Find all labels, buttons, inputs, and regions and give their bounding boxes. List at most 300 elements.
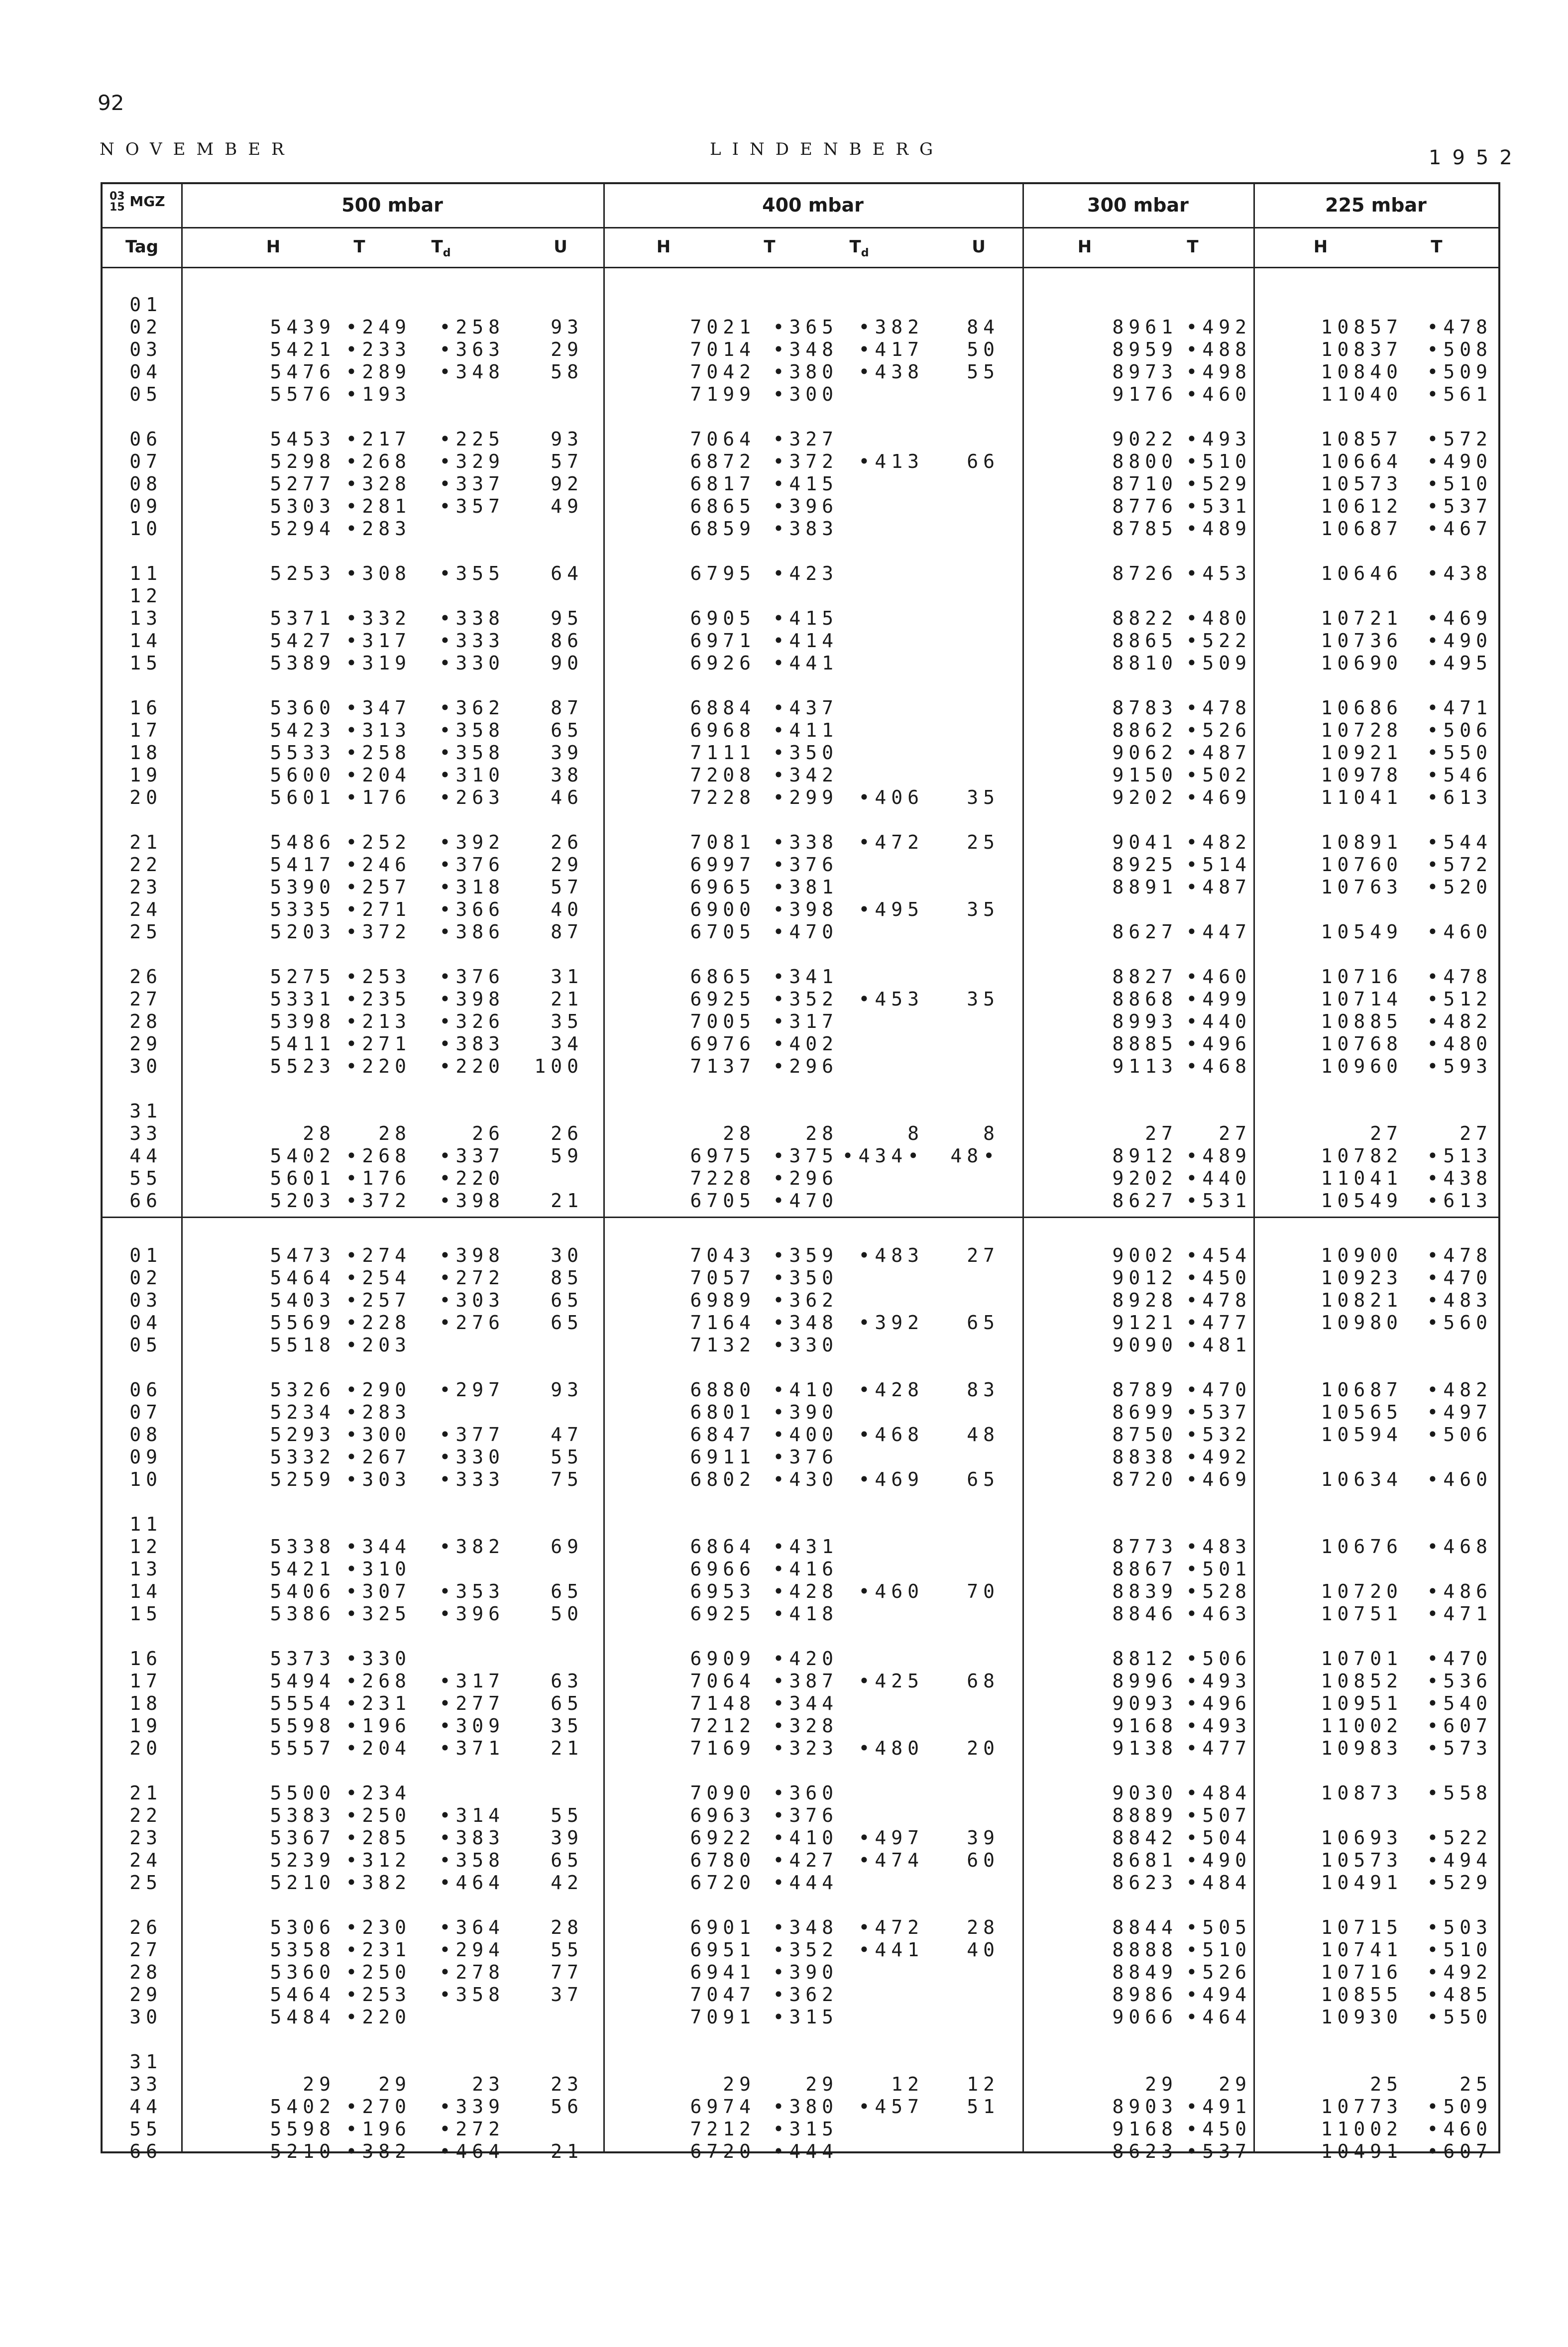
cell-h400: 7111 xyxy=(690,742,756,764)
cell-h300: 8623 xyxy=(1112,1872,1178,1894)
cell-td500: •383 xyxy=(439,1827,505,1849)
cell-t300: •510 xyxy=(1186,450,1251,472)
cell-h500: 5417 xyxy=(270,854,336,876)
cell-t400: •387 xyxy=(773,1670,838,1692)
cell-t300: •498 xyxy=(1186,361,1251,383)
cell-t225: •506 xyxy=(1427,1424,1492,1446)
cell-t400: •398 xyxy=(773,898,838,920)
cell-tag: 30 xyxy=(129,2006,162,2028)
cell-t300: •493 xyxy=(1186,428,1251,450)
cell-h225: 10720 xyxy=(1321,1580,1403,1602)
cell-h300: 9121 xyxy=(1112,1312,1178,1334)
cell-h400: 6795 xyxy=(690,562,756,584)
cell-h400: 6884 xyxy=(690,697,756,719)
cell-tag: 26 xyxy=(129,966,162,988)
cell-h225: 10491 xyxy=(1321,2140,1403,2162)
cell-t500: •228 xyxy=(345,1312,411,1334)
cell-h500: 5403 xyxy=(270,1289,336,1311)
cell-h300: 8822 xyxy=(1112,607,1178,629)
cell-tag: 21 xyxy=(129,831,162,853)
cell-h300: 8627 xyxy=(1112,921,1178,943)
cell-u400: 48• xyxy=(950,1145,1000,1167)
cell-t500: •382 xyxy=(345,2140,411,2162)
cell-tag: 17 xyxy=(129,719,162,741)
cell-t300: •537 xyxy=(1186,1401,1251,1423)
cell-t225: •510 xyxy=(1427,473,1492,495)
cell-t300: •526 xyxy=(1186,1961,1251,1983)
cell-h300: 8888 xyxy=(1112,1939,1178,1961)
page-number: 92 xyxy=(98,91,124,115)
cell-t400: •396 xyxy=(773,495,838,517)
cell-h500: 5476 xyxy=(270,361,336,383)
cell-t500: •193 xyxy=(345,383,411,405)
table-row xyxy=(103,1984,1498,2006)
cell-t500: •290 xyxy=(345,1379,411,1401)
cell-u500: 21 xyxy=(551,2140,583,2162)
cell-h400: 6925 xyxy=(690,1603,756,1625)
cell-td500: •225 xyxy=(439,428,505,450)
cell-u500: 21 xyxy=(551,988,583,1010)
table-row xyxy=(103,1939,1498,1961)
cell-td400: •457 xyxy=(858,2096,924,2118)
cell-h225: 10852 xyxy=(1321,1670,1403,1692)
cell-td500: •277 xyxy=(439,1692,505,1714)
cell-h400: 6968 xyxy=(690,719,756,741)
cell-t300: •483 xyxy=(1186,1536,1251,1558)
cell-t500: •268 xyxy=(345,1670,411,1692)
cell-t225: •497 xyxy=(1427,1401,1492,1423)
cell-h300: 8844 xyxy=(1112,1916,1178,1938)
cell-u400: 27 xyxy=(967,1244,1000,1266)
table-row xyxy=(103,966,1498,988)
cell-h400: 7042 xyxy=(690,361,756,383)
cell-h300: 8750 xyxy=(1112,1424,1178,1446)
cell-h225: 10716 xyxy=(1321,966,1403,988)
cell-h225: 10782 xyxy=(1321,1145,1403,1167)
cell-t225: •529 xyxy=(1427,1872,1492,1894)
cell-h400: 7208 xyxy=(690,764,756,786)
cell-tag: 13 xyxy=(129,607,162,629)
cell-t500: •233 xyxy=(345,338,411,360)
cell-h400: 7021 xyxy=(690,316,756,338)
cell-h225: 10960 xyxy=(1321,1055,1403,1077)
cell-t500: •213 xyxy=(345,1010,411,1032)
cell-h400: 7014 xyxy=(690,338,756,360)
cell-u500: 65 xyxy=(551,1312,583,1334)
cell-h400: 7064 xyxy=(690,1670,756,1692)
cell-t400: •375 xyxy=(773,1145,838,1167)
cell-t225: •509 xyxy=(1427,361,1492,383)
cell-t400: •359 xyxy=(773,1244,838,1266)
col-td-sub: d xyxy=(443,246,451,259)
cell-h400: 6900 xyxy=(690,898,756,920)
cell-t400: •428 xyxy=(773,1580,838,1602)
cell-t300: •489 xyxy=(1186,1145,1251,1167)
cell-h300: 8925 xyxy=(1112,854,1178,876)
cell-h300: 8986 xyxy=(1112,1984,1178,2006)
cell-t300: •493 xyxy=(1186,1715,1251,1737)
cell-h225: 10491 xyxy=(1321,1872,1403,1894)
cell-h500: 5453 xyxy=(270,428,336,450)
col-td-sub: d xyxy=(861,246,869,259)
cell-u500: 75 xyxy=(551,1468,583,1490)
cell-t500: •204 xyxy=(345,764,411,786)
cell-tag: 10 xyxy=(129,518,162,540)
cell-t300: •492 xyxy=(1186,316,1251,338)
cell-td500: •297 xyxy=(439,1379,505,1401)
cell-tag: 09 xyxy=(129,1446,162,1468)
cell-t225: •460 xyxy=(1427,2118,1492,2140)
cell-t500: •313 xyxy=(345,719,411,741)
cell-h225: 11002 xyxy=(1321,2118,1403,2140)
cell-tag: 29 xyxy=(129,1033,162,1055)
level-300: 300 mbar xyxy=(1087,194,1189,216)
table-row xyxy=(103,2073,1498,2096)
cell-t500: •332 xyxy=(345,607,411,629)
cell-u400: 84 xyxy=(967,316,1000,338)
cell-u500: 77 xyxy=(551,1961,583,1983)
cell-h300: 9168 xyxy=(1112,2118,1178,2140)
cell-h500: 5601 xyxy=(270,1167,336,1189)
cell-t300: •477 xyxy=(1186,1312,1251,1334)
cell-td500: •310 xyxy=(439,764,505,786)
table-row xyxy=(103,786,1498,809)
cell-t300: 29 xyxy=(1219,2073,1251,2095)
cell-u400: 55 xyxy=(967,361,1000,383)
table-row xyxy=(103,607,1498,630)
cell-t400: •350 xyxy=(773,742,838,764)
table-row xyxy=(103,2140,1498,2163)
cell-t500: •257 xyxy=(345,876,411,898)
cell-td500: •376 xyxy=(439,854,505,876)
cell-h500: 5275 xyxy=(270,966,336,988)
cell-h400: 6847 xyxy=(690,1424,756,1446)
cell-td400: •469 xyxy=(858,1468,924,1490)
cell-h225: 10837 xyxy=(1321,338,1403,360)
cell-t400: •328 xyxy=(773,1715,838,1737)
cell-t225: •478 xyxy=(1427,1244,1492,1266)
cell-h225: 10565 xyxy=(1321,1401,1403,1423)
cell-t500: •230 xyxy=(345,1916,411,1938)
cell-td500: •314 xyxy=(439,1804,505,1826)
cell-t400: •342 xyxy=(773,764,838,786)
cell-t400: •352 xyxy=(773,1939,838,1961)
cell-t225: •537 xyxy=(1427,495,1492,517)
cell-h500: 5277 xyxy=(270,473,336,495)
cell-h500: 5554 xyxy=(270,1692,336,1714)
cell-h400: 7148 xyxy=(690,1692,756,1714)
cell-h300: 8773 xyxy=(1112,1536,1178,1558)
table-row xyxy=(103,1827,1498,1849)
cell-t225: •508 xyxy=(1427,338,1492,360)
cell-td500: •318 xyxy=(439,876,505,898)
table-row xyxy=(103,719,1498,742)
cell-t500: •204 xyxy=(345,1737,411,1759)
cell-h500: 5557 xyxy=(270,1737,336,1759)
cell-h400: 7047 xyxy=(690,1984,756,2006)
cell-t300: •496 xyxy=(1186,1033,1251,1055)
cell-tag: 18 xyxy=(129,1692,162,1714)
cell-h500: 5533 xyxy=(270,742,336,764)
cell-h225: 10728 xyxy=(1321,719,1403,741)
cell-t300: •499 xyxy=(1186,988,1251,1010)
cell-tag: 55 xyxy=(129,2118,162,2140)
cell-tag: 11 xyxy=(129,562,162,584)
cell-t225: •560 xyxy=(1427,1312,1492,1334)
cell-t300: •532 xyxy=(1186,1424,1251,1446)
cell-tag: 17 xyxy=(129,1670,162,1692)
cell-h500: 5306 xyxy=(270,1916,336,1938)
cell-t225: •471 xyxy=(1427,1603,1492,1625)
col-t: T xyxy=(1187,237,1199,257)
cell-t300: •464 xyxy=(1186,2006,1251,2028)
mgz-top: 03 xyxy=(110,190,125,203)
cell-h225: 10885 xyxy=(1321,1010,1403,1032)
cell-tag: 22 xyxy=(129,1804,162,1826)
cell-tag: 19 xyxy=(129,1715,162,1737)
cell-td400: •453 xyxy=(858,988,924,1010)
cell-h300: 8891 xyxy=(1112,876,1178,898)
cell-h225: 25 xyxy=(1370,2073,1403,2095)
tag-header: Tag xyxy=(125,237,159,257)
cell-h300: 8996 xyxy=(1112,1670,1178,1692)
cell-t400: •376 xyxy=(773,1804,838,1826)
cell-h225: 10760 xyxy=(1321,854,1403,876)
cell-h500: 5326 xyxy=(270,1379,336,1401)
cell-u500: 92 xyxy=(551,473,583,495)
cell-t225: •613 xyxy=(1427,786,1492,808)
cell-t225: •561 xyxy=(1427,383,1492,405)
cell-t300: •526 xyxy=(1186,719,1251,741)
cell-h300: 9066 xyxy=(1112,2006,1178,2028)
cell-td500: •464 xyxy=(439,2140,505,2162)
cell-t225: •546 xyxy=(1427,764,1492,786)
cell-h400: 6941 xyxy=(690,1961,756,1983)
table-row xyxy=(103,1190,1498,1212)
cell-h500: 5360 xyxy=(270,697,336,719)
cell-u500: 87 xyxy=(551,697,583,719)
cell-h225: 10687 xyxy=(1321,1379,1403,1401)
sounding-table xyxy=(101,182,1500,2162)
cell-h225: 10716 xyxy=(1321,1961,1403,1983)
table-row xyxy=(103,2118,1498,2140)
cell-t300: •490 xyxy=(1186,1849,1251,1871)
cell-tag: 33 xyxy=(129,1122,162,1144)
cell-tag: 20 xyxy=(129,1737,162,1759)
cell-t400: •380 xyxy=(773,361,838,383)
cell-t225: •572 xyxy=(1427,854,1492,876)
cell-h300: 8838 xyxy=(1112,1446,1178,1468)
cell-u500: 64 xyxy=(551,562,583,584)
table-row xyxy=(103,1446,1498,1468)
cell-td400: •460 xyxy=(858,1580,924,1602)
cell-h300: 8993 xyxy=(1112,1010,1178,1032)
cell-td500: •398 xyxy=(439,1190,505,1212)
col-td-label: T xyxy=(849,237,861,257)
cell-t300: •440 xyxy=(1186,1167,1251,1189)
table-row xyxy=(103,764,1498,786)
cell-h500: 29 xyxy=(303,2073,336,2095)
cell-t225: •471 xyxy=(1427,697,1492,719)
cell-t300: •501 xyxy=(1186,1558,1251,1580)
table-row xyxy=(103,1167,1498,1190)
cell-t500: •250 xyxy=(345,1804,411,1826)
cell-h400: 6905 xyxy=(690,607,756,629)
cell-h225: 10701 xyxy=(1321,1648,1403,1670)
cell-h225: 10951 xyxy=(1321,1692,1403,1714)
cell-t500: •203 xyxy=(345,1334,411,1356)
cell-t300: •504 xyxy=(1186,1827,1251,1849)
cell-h300: 8912 xyxy=(1112,1145,1178,1167)
table-row xyxy=(103,585,1498,607)
table-row xyxy=(103,921,1498,943)
cell-h300: 8726 xyxy=(1112,562,1178,584)
cell-h300: 8681 xyxy=(1112,1849,1178,1871)
cell-h300: 8862 xyxy=(1112,719,1178,741)
cell-h300: 8839 xyxy=(1112,1580,1178,1602)
cell-u500: 35 xyxy=(551,1715,583,1737)
cell-h300: 8827 xyxy=(1112,966,1178,988)
cell-t500: •250 xyxy=(345,1961,411,1983)
cell-t300: •453 xyxy=(1186,562,1251,584)
cell-t500: •317 xyxy=(345,630,411,652)
cell-u500: 37 xyxy=(551,1984,583,2006)
cell-h400: 6966 xyxy=(690,1558,756,1580)
cell-u500: 46 xyxy=(551,786,583,808)
cell-u500: 55 xyxy=(551,1939,583,1961)
cell-td500: •309 xyxy=(439,1715,505,1737)
cell-t500: •319 xyxy=(345,652,411,674)
cell-h300: 8699 xyxy=(1112,1401,1178,1423)
cell-td500: •358 xyxy=(439,742,505,764)
cell-u500: 38 xyxy=(551,764,583,786)
cell-t300: •460 xyxy=(1186,966,1251,988)
cell-tag: 25 xyxy=(129,921,162,943)
cell-t400: •315 xyxy=(773,2118,838,2140)
cell-h500: 5421 xyxy=(270,338,336,360)
cell-t500: •283 xyxy=(345,518,411,540)
table-row xyxy=(103,1289,1498,1312)
cell-t300: •463 xyxy=(1186,1603,1251,1625)
cell-t300: •528 xyxy=(1186,1580,1251,1602)
cell-t500: •347 xyxy=(345,697,411,719)
cell-u400: 60 xyxy=(967,1849,1000,1871)
cell-t400: 28 xyxy=(805,1122,838,1144)
cell-h300: 9138 xyxy=(1112,1737,1178,1759)
table-row xyxy=(103,1804,1498,1827)
cell-t500: •308 xyxy=(345,562,411,584)
cell-t225: •470 xyxy=(1427,1648,1492,1670)
cell-t500: •234 xyxy=(345,1782,411,1804)
cell-h300: 8868 xyxy=(1112,988,1178,1010)
cell-t300: •484 xyxy=(1186,1782,1251,1804)
table-row xyxy=(103,316,1498,338)
cell-tag: 06 xyxy=(129,428,162,450)
table-row xyxy=(103,361,1498,383)
cell-td400: •472 xyxy=(858,1916,924,1938)
cell-t225: •460 xyxy=(1427,921,1492,943)
cell-h225: 10715 xyxy=(1321,1916,1403,1938)
cell-t500: •372 xyxy=(345,1190,411,1212)
cell-tag: 19 xyxy=(129,764,162,786)
cell-t225: •438 xyxy=(1427,1167,1492,1189)
cell-t225: •485 xyxy=(1427,1984,1492,2006)
cell-u500: 93 xyxy=(551,428,583,450)
cell-t400: •420 xyxy=(773,1648,838,1670)
cell-tag: 23 xyxy=(129,1827,162,1849)
cell-tag: 21 xyxy=(129,1782,162,1804)
cell-td400: 12 xyxy=(891,2073,924,2095)
col-u: U xyxy=(972,237,986,257)
cell-t225: •495 xyxy=(1427,652,1492,674)
cell-u500: 93 xyxy=(551,1379,583,1401)
cell-h500: 5253 xyxy=(270,562,336,584)
cell-td500: •326 xyxy=(439,1010,505,1032)
cell-t400: •381 xyxy=(773,876,838,898)
cell-u500: 31 xyxy=(551,966,583,988)
cell-h400: 6817 xyxy=(690,473,756,495)
cell-h300: 8842 xyxy=(1112,1827,1178,1849)
cell-t500: •231 xyxy=(345,1939,411,1961)
cell-t500: •267 xyxy=(345,1446,411,1468)
cell-tag: 27 xyxy=(129,988,162,1010)
table-row xyxy=(103,1312,1498,1334)
cell-h400: 7081 xyxy=(690,831,756,853)
cell-tag: 66 xyxy=(129,1190,162,1212)
cell-t225: •478 xyxy=(1427,316,1492,338)
table-row xyxy=(103,338,1498,361)
cell-td400: •483 xyxy=(858,1244,924,1266)
cell-t225: •460 xyxy=(1427,1468,1492,1490)
cell-t225: •522 xyxy=(1427,1827,1492,1849)
cell-t400: •431 xyxy=(773,1536,838,1558)
cell-h400: 6720 xyxy=(690,1872,756,1894)
table-row xyxy=(103,473,1498,495)
cell-h500: 5338 xyxy=(270,1536,336,1558)
cell-t300: •491 xyxy=(1186,2096,1251,2118)
cell-h225: 11041 xyxy=(1321,1167,1403,1189)
cell-tag: 28 xyxy=(129,1010,162,1032)
cell-h500: 5598 xyxy=(270,1715,336,1737)
cell-t225: •613 xyxy=(1427,1190,1492,1212)
table-row xyxy=(103,518,1498,540)
cell-t500: •307 xyxy=(345,1580,411,1602)
cell-tag: 66 xyxy=(129,2140,162,2162)
table-row xyxy=(103,742,1498,764)
table-row xyxy=(103,2051,1498,2073)
cell-h225: 10686 xyxy=(1321,697,1403,719)
cell-h400: 7005 xyxy=(690,1010,756,1032)
cell-t500: •285 xyxy=(345,1827,411,1849)
table-row xyxy=(103,1670,1498,1692)
cell-td400: 8 xyxy=(907,1122,924,1144)
cell-h400: 7057 xyxy=(690,1267,756,1289)
cell-td400: •468 xyxy=(858,1424,924,1446)
level-500: 500 mbar xyxy=(341,194,443,216)
cell-h225: 10930 xyxy=(1321,2006,1403,2028)
cell-h300: 8810 xyxy=(1112,652,1178,674)
cell-t300: •481 xyxy=(1186,1334,1251,1356)
cell-h500: 5303 xyxy=(270,495,336,517)
cell-td500: •376 xyxy=(439,966,505,988)
cell-h400: 6922 xyxy=(690,1827,756,1849)
table-row xyxy=(103,1010,1498,1033)
cell-h300: 29 xyxy=(1145,2073,1178,2095)
cell-tag: 31 xyxy=(129,2051,162,2073)
cell-td500: •263 xyxy=(439,786,505,808)
cell-h300: 9093 xyxy=(1112,1692,1178,1714)
cell-t300: •488 xyxy=(1186,338,1251,360)
